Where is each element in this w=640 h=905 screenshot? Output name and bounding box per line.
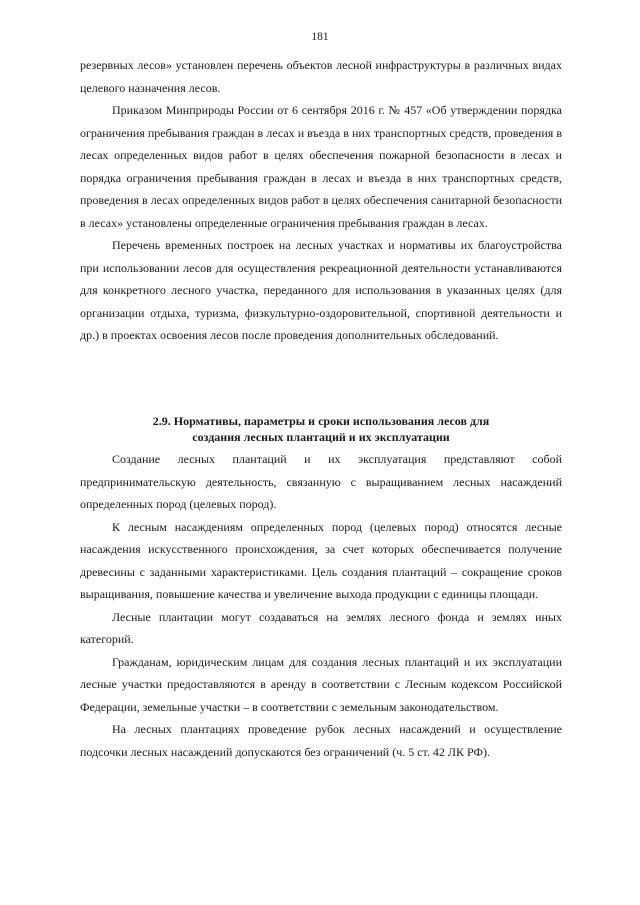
- section-heading-line-1: 2.9. Нормативы, параметры и сроки использования лесов для: [152, 414, 490, 428]
- paragraph: Создание лесных плантаций и их эксплуатация представляют собой предпринимательскую деятельность, связанную с выращиванием лесных насаждений определенных пород (целевых пород).: [80, 452, 562, 511]
- page-number: 181: [311, 31, 329, 43]
- paragraph: резервных лесов» установлен перечень объектов лесной инфраструктуры в различных видах целевого назначения лесов.: [80, 58, 562, 95]
- paragraph: Перечень временных построек на лесных участках и нормативы их благоустройства при использовании лесов для осуществления рекреационной деятельности устанавливаются для конкретного лесного участка, переданного для использования в указанных целях (для организации отдыха, туризма, физкультурно-оздоровительной, спортивной деятельности и др.) в проектах освоения лесов после проведения дополнительных обследований.: [80, 238, 562, 342]
- paragraph: Лесные плантации могут создаваться на землях лесного фонда и землях иных категорий.: [80, 609, 562, 646]
- section-heading-line-2: создания лесных плантаций и их эксплуатации: [192, 430, 450, 444]
- paragraph: На лесных плантациях проведение рубок лесных насаждений и осуществление подсочки лесных насаждений допускаются без ограничений (ч. 5 ст. 42 ЛК РФ).: [80, 722, 562, 759]
- paragraph: Приказом Минприроды России от 6 сентября 2016 г. № 457 «Об утверждении порядка ограничения пребывания граждан в лесах и въезда в них транспортных средств, проведения в лесах определенных видов работ в целях обеспечения пожарной безопасности в лесах и порядка ограничения пребывания граждан в лесах и въезда в них транспортных средств, проведения в лесах определенных видов работ в целях обеспечения санитарной безопасности в лесах» установлены определенные ограничения пребывания граждан в лесах.: [80, 103, 562, 230]
- section-2-9: [80, 413, 562, 763]
- body-text-top: [80, 54, 562, 347]
- paragraph: К лесным насаждениям определенных пород (целевых пород) относятся лесные насаждения искусственного происхождения, за счет которых обеспечивается получение древесины с заданными характеристиками. Цель создания плантаций – сокращение сроков выращивания, повышение качества и увеличение выхода продукции с единицы площади.: [80, 519, 562, 601]
- paragraph: Гражданам, юридическим лицам для создания лесных плантаций и их эксплуатации лесные участки предоставляются в аренду в соответствии с Лесным кодексом Российской Федерации, земельные участки – в соответствии с земельным законодательством.: [80, 654, 562, 714]
- section-heading: [80, 413, 562, 445]
